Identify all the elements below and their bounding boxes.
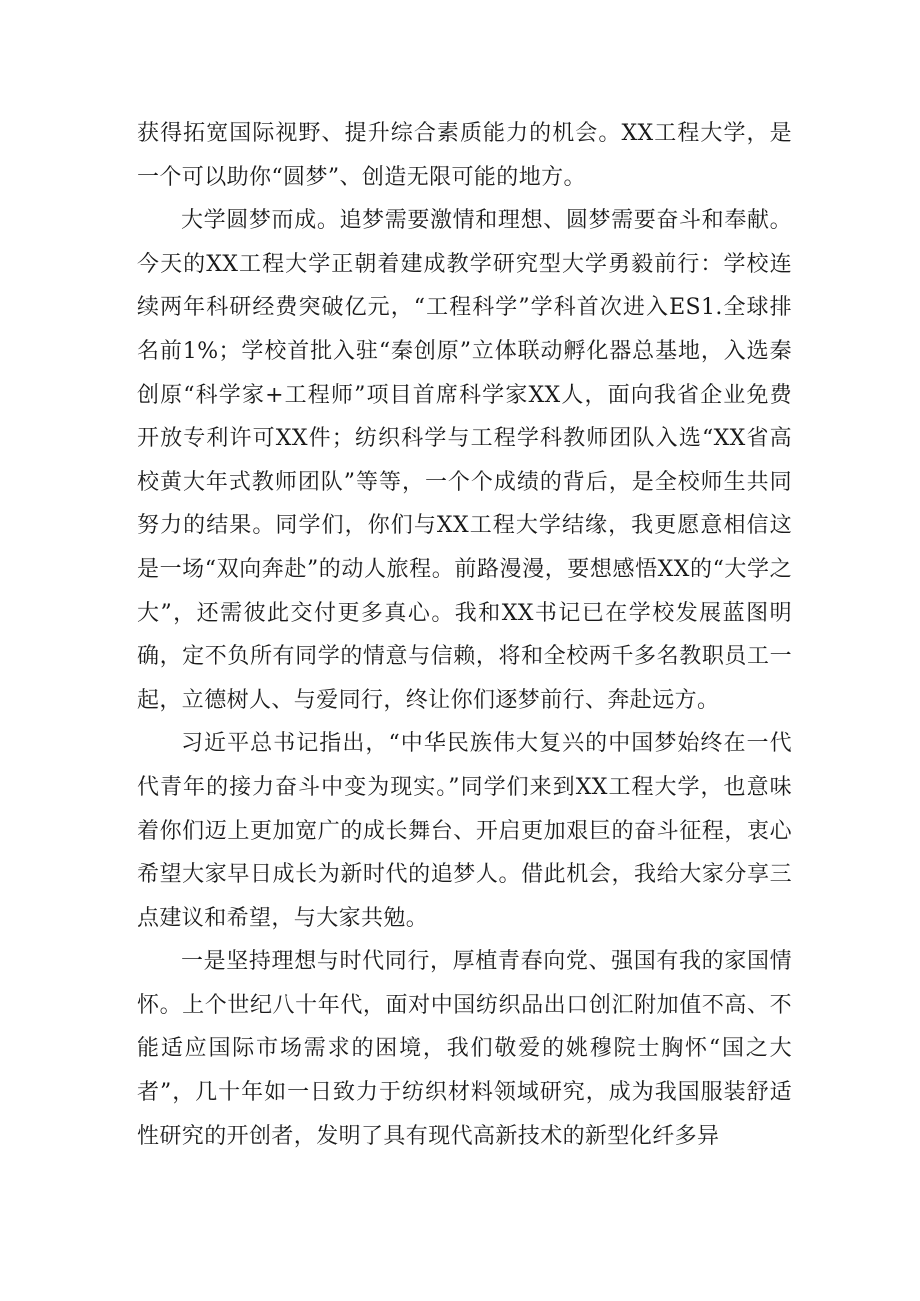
- paragraph-4: 一是坚持理想与时代同行，厚植青春向党、强国有我的家国情怀。上个世纪八十年代，面对中国纺织品出口创汇附加值不高、不能适应国际市场需求的困境，我们敬爱的姚穆院士胸怀“国之大者”，几十年如一日致力于纺织材料领域研究，成为我国服装舒适性研究的开创者，发明了具有现代高新技术的新型化纤多异: [137, 949, 792, 1149]
- document-body: [137, 112, 792, 1158]
- paragraph-3: 习近平总书记指出，“中华民族伟大复兴的中国梦始终在一代代青年的接力奋斗中变为现实。”同学们来到XX工程大学，也意味着你们迈上更加宽广的成长舞台、开启更加艰巨的奋斗征程，衷心希望大家早日成长为新时代的追梦人。借此机会，我给大家分享三点建议和希望，与大家共勉。: [137, 731, 792, 931]
- paragraph-1: 获得拓宽国际视野、提升综合素质能力的机会。XX工程大学，是一个可以助你“圆梦”、创造无限可能的地方。: [137, 121, 792, 190]
- paragraph-2: 大学圆梦而成。追梦需要激情和理想、圆梦需要奋斗和奉献。今天的XX工程大学正朝着建成教学研究型大学勇毅前行：学校连续两年科研经费突破亿元，“工程科学”学科首次进入ES1.全球排名前1%；学校首批入驻“秦创原”立体联动孵化器总基地，入选秦创原“科学家+工程师”项目首席科学家XX人，面向我省企业免费开放专利许可XX件；纺织科学与工程学科教师团队入选“XX省高校黄大年式教师团队”等等，一个个成绩的背后，是全校师生共同努力的结果。同学们，你们与XX工程大学结缘，我更愿意相信这是一场“双向奔赴”的动人旅程。前路漫漫，要想感悟XX的“大学之大”，还需彼此交付更多真心。我和XX书记已在学校发展蓝图明确，定不负所有同学的情意与信赖，将和全校两千多名教职员工一起，立德树人、与爱同行，终让你们逐梦前行、奔赴远方。: [137, 208, 792, 713]
